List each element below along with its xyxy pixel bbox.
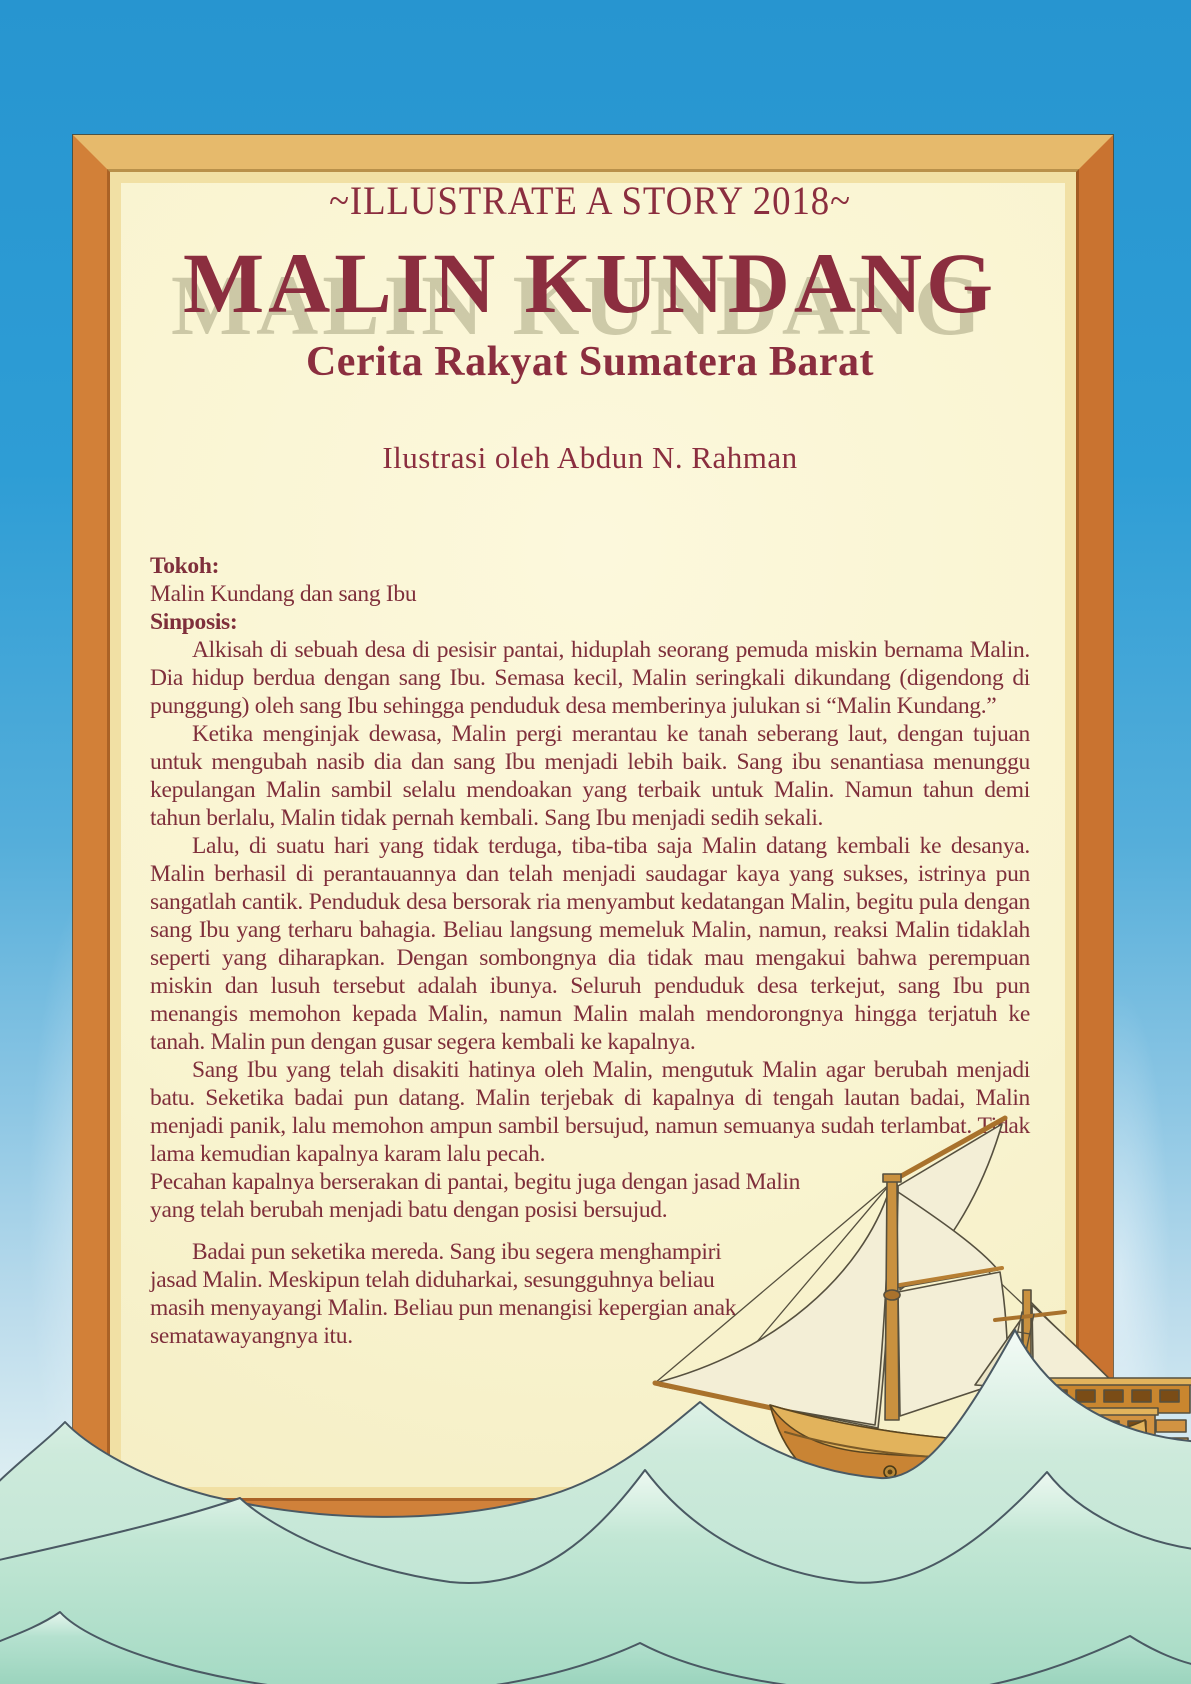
synopsis-paragraph: Lalu, di suatu hari yang tidak terduga, tiba-tiba saja Malin datang kembali ke desanya. Malin berhasil di perantauannya dan telah menjadi saudagar kaya yang sukses, istrinya pun sangatlah cantik. Penduduk desa bersorak ria menyambut kedatangan Malin, begitu pula dengan sang Ibu yang terharu bahagia. Beliau langsung memeluk Malin, namun, reaksi Malin tidaklah seperti yang diharapkan. Dengan sombongnya dia tidak mau mengakui bahwa perempuan miskin dan lusuh tersebut adalah ibunya. Seluruh penduduk desa terkejut, sang Ibu pun menangis memohon kepada Malin, namun Malin malah mendorongnya hingga terjatuh ke tanah. Malin pun dengan gusar segera kembali ke kapalnya. [150, 833, 1030, 1055]
story-title: MALIN KUNDANG [182, 235, 998, 331]
synopsis-paragraph: Badai pun seketika mereda. Sang ibu segera menghampiri jasad Malin. Meskipun telah diduharkai, sesungguhnya beliau masih menyayangi Malin. Beliau pun menangisi kepergian anak sematawayangnya itu. [150, 1239, 737, 1349]
illustrator-credit: Ilustrasi oleh Abdun N. Rahman [382, 440, 798, 475]
synopsis-label: Sinposis: [150, 609, 238, 635]
characters-label: Tokoh: [150, 553, 220, 579]
sea-waves-illustration [0, 1300, 1191, 1684]
synopsis-paragraph: Alkisah di sebuah desa di pesisir pantai, hiduplah seorang pemuda miskin bernama Malin. Dia hidup berdua dengan sang Ibu. Semasa kecil, Malin seringkali dikundang (digendong di punggung) oleh sang Ibu sehingga penduduk desa memberinya julukan si “Malin Kundang.” [150, 637, 1030, 719]
synopsis-paragraph: Ketika menginjak dewasa, Malin pergi merantau ke tanah seberang laut, dengan tujuan untuk mengubah nasib dia dan sang Ibu menjadi lebih baik. Sang ibu senantiasa menunggu kepulangan Malin sambil selalu mendoakan yang terbaik untuk Malin. Namun tahun demi tahun berlalu, Malin tidak pernah kembali. Sang Ibu menjadi sedih sekali. [150, 721, 1030, 831]
synopsis-paragraph: Pecahan kapalnya berserakan di pantai, begitu juga dengan jasad Malin yang telah berubah menjadi batu dengan posisi bersujud. [150, 1169, 801, 1223]
characters-value: Malin Kundang dan sang Ibu [150, 581, 417, 607]
story-subtitle: Cerita Rakyat Sumatera Barat [305, 339, 875, 385]
synopsis-paragraph: Sang Ibu yang telah disakiti hatinya oleh Malin, mengutuk Malin agar berubah menjadi batu. Seketika badai pun datang. Malin terjebak di kapalnya di tengah lautan badai, Malin menjadi panik, lalu memohon ampun sambil bersujud, namun semuanya sudah terlambat. Tidak lama kemudian kapalnya karam lalu pecah. [150, 1057, 1030, 1167]
event-title: ~ILLUSTRATE A STORY 2018~ [329, 178, 851, 223]
header-block [150, 178, 1030, 476]
